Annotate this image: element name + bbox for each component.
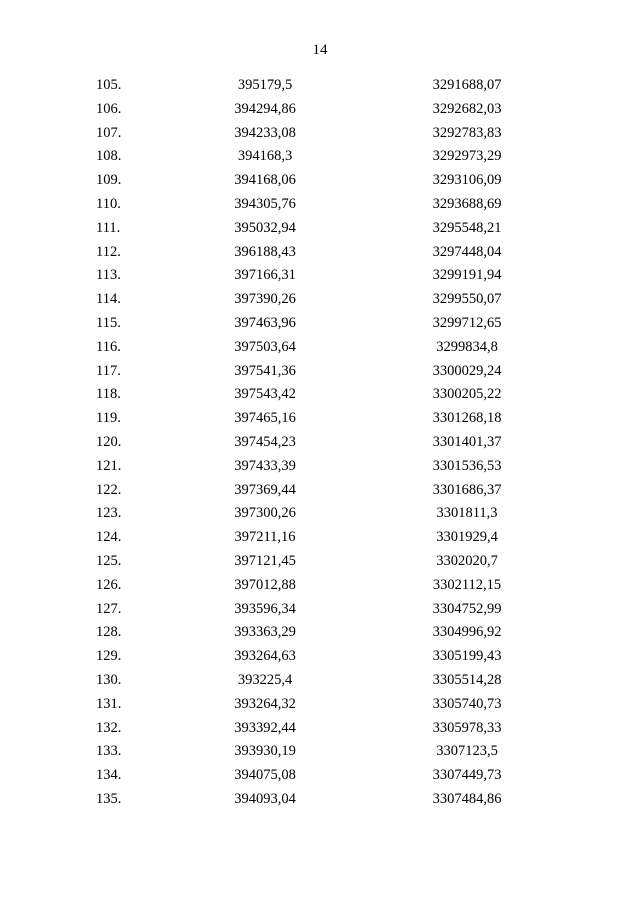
x-coordinate: 397433,39 [234, 457, 296, 474]
y-coordinate: 3299712,65 [432, 314, 502, 331]
table-row [0, 764, 640, 788]
x-coordinate: 393363,29 [234, 624, 296, 641]
y-coordinate: 3304752,99 [432, 600, 502, 617]
x-coordinate: 397463,96 [234, 314, 296, 331]
table-row [0, 526, 640, 550]
row-number: 126. [96, 576, 122, 593]
row-number: 113. [96, 267, 121, 284]
coordinates-table [0, 74, 640, 812]
y-coordinate: 3307449,73 [432, 767, 502, 784]
y-coordinate: 3304996,92 [432, 624, 502, 641]
row-number: 109. [96, 172, 122, 189]
row-number: 107. [96, 124, 122, 141]
y-coordinate: 3301811,3 [436, 505, 498, 522]
row-number: 108. [96, 148, 122, 165]
y-coordinate: 3300029,24 [432, 362, 502, 379]
table-row [0, 74, 640, 98]
y-coordinate: 3299191,94 [432, 267, 502, 284]
y-coordinate: 3302112,15 [432, 576, 502, 593]
x-coordinate: 393596,34 [234, 600, 296, 617]
row-number: 105. [96, 77, 122, 93]
table-row [0, 312, 640, 336]
x-coordinate: 394294,86 [234, 100, 296, 117]
x-coordinate: 395032,94 [234, 219, 296, 236]
table-row [0, 122, 640, 146]
table-row [0, 264, 640, 288]
row-number: 124. [96, 529, 122, 546]
x-coordinate: 393264,63 [234, 648, 296, 665]
x-coordinate: 394233,08 [234, 124, 296, 141]
row-number: 118. [96, 386, 121, 403]
row-number: 135. [96, 790, 122, 807]
x-coordinate: 397211,16 [234, 529, 296, 546]
page-number: 14 [312, 42, 328, 58]
x-coordinate: 394075,08 [234, 767, 296, 784]
row-number: 128. [96, 624, 122, 641]
x-coordinate: 393225,4 [237, 671, 293, 688]
x-coordinate: 397503,64 [234, 338, 296, 355]
table-row [0, 431, 640, 455]
table-row [0, 740, 640, 764]
table-row [0, 193, 640, 217]
x-coordinate: 397369,44 [234, 481, 296, 498]
y-coordinate: 3307484,86 [432, 790, 502, 807]
x-coordinate: 397166,31 [234, 267, 296, 284]
row-number: 106. [96, 100, 122, 117]
x-coordinate: 394168,3 [237, 148, 293, 165]
y-coordinate: 3292682,03 [432, 100, 502, 117]
table-row [0, 479, 640, 503]
table-row [0, 669, 640, 693]
x-coordinate: 395179,5 [237, 77, 293, 93]
row-number: 117. [96, 362, 121, 379]
row-number: 120. [96, 433, 122, 450]
table-row [0, 621, 640, 645]
x-coordinate: 394168,06 [234, 172, 296, 189]
row-number: 125. [96, 552, 122, 569]
x-coordinate: 396188,43 [234, 243, 296, 260]
table-row [0, 550, 640, 574]
table-row [0, 717, 640, 741]
row-number: 121. [96, 457, 122, 474]
row-number: 129. [96, 648, 122, 665]
table-row [0, 360, 640, 384]
y-coordinate: 3291688,07 [432, 77, 502, 93]
row-number: 134. [96, 767, 122, 784]
x-coordinate: 394093,04 [234, 790, 296, 807]
row-number: 114. [96, 291, 121, 308]
x-coordinate: 397121,45 [234, 552, 296, 569]
y-coordinate: 3297448,04 [432, 243, 502, 260]
x-coordinate: 397465,16 [234, 410, 296, 427]
y-coordinate: 3293106,09 [432, 172, 502, 189]
table-row [0, 241, 640, 265]
y-coordinate: 3299550,07 [432, 291, 502, 308]
table-row [0, 145, 640, 169]
x-coordinate: 394305,76 [234, 195, 296, 212]
y-coordinate: 3293688,69 [432, 195, 502, 212]
y-coordinate: 3301686,37 [432, 481, 502, 498]
x-coordinate: 393264,32 [234, 695, 296, 712]
y-coordinate: 3305199,43 [432, 648, 502, 665]
table-row [0, 288, 640, 312]
x-coordinate: 393392,44 [234, 719, 296, 736]
row-number: 123. [96, 505, 122, 522]
y-coordinate: 3301536,53 [432, 457, 502, 474]
row-number: 112. [96, 243, 121, 260]
table-row [0, 788, 640, 812]
y-coordinate: 3305514,28 [432, 671, 502, 688]
x-coordinate: 397543,42 [234, 386, 296, 403]
table-row [0, 217, 640, 241]
x-coordinate: 397012,88 [234, 576, 296, 593]
y-coordinate: 3299834,8 [436, 338, 498, 355]
y-coordinate: 3305978,33 [432, 719, 502, 736]
row-number: 119. [96, 410, 121, 427]
x-coordinate: 397454,23 [234, 433, 296, 450]
y-coordinate: 3307123,5 [436, 743, 498, 760]
row-number: 133. [96, 743, 122, 760]
x-coordinate: 393930,19 [234, 743, 296, 760]
row-number: 131. [96, 695, 122, 712]
table-row [0, 502, 640, 526]
row-number: 111. [96, 219, 121, 236]
row-number: 122. [96, 481, 122, 498]
row-number: 130. [96, 671, 122, 688]
row-number: 116. [96, 338, 121, 355]
table-row [0, 645, 640, 669]
y-coordinate: 3292973,29 [432, 148, 502, 165]
y-coordinate: 3301268,18 [432, 410, 502, 427]
table-row [0, 407, 640, 431]
y-coordinate: 3305740,73 [432, 695, 502, 712]
x-coordinate: 397541,36 [234, 362, 296, 379]
table-row [0, 574, 640, 598]
table-row [0, 383, 640, 407]
y-coordinate: 3295548,21 [432, 219, 502, 236]
row-number: 132. [96, 719, 122, 736]
y-coordinate: 3301401,37 [432, 433, 502, 450]
row-number: 127. [96, 600, 122, 617]
table-row [0, 455, 640, 479]
table-row [0, 169, 640, 193]
y-coordinate: 3292783,83 [432, 124, 502, 141]
table-row [0, 336, 640, 360]
table-row [0, 598, 640, 622]
y-coordinate: 3302020,7 [436, 552, 498, 569]
table-row [0, 98, 640, 122]
row-number: 110. [96, 195, 121, 212]
table-row [0, 693, 640, 717]
y-coordinate: 3301929,4 [436, 529, 498, 546]
x-coordinate: 397390,26 [234, 291, 296, 308]
x-coordinate: 397300,26 [234, 505, 296, 522]
row-number: 115. [96, 314, 121, 331]
y-coordinate: 3300205,22 [432, 386, 502, 403]
